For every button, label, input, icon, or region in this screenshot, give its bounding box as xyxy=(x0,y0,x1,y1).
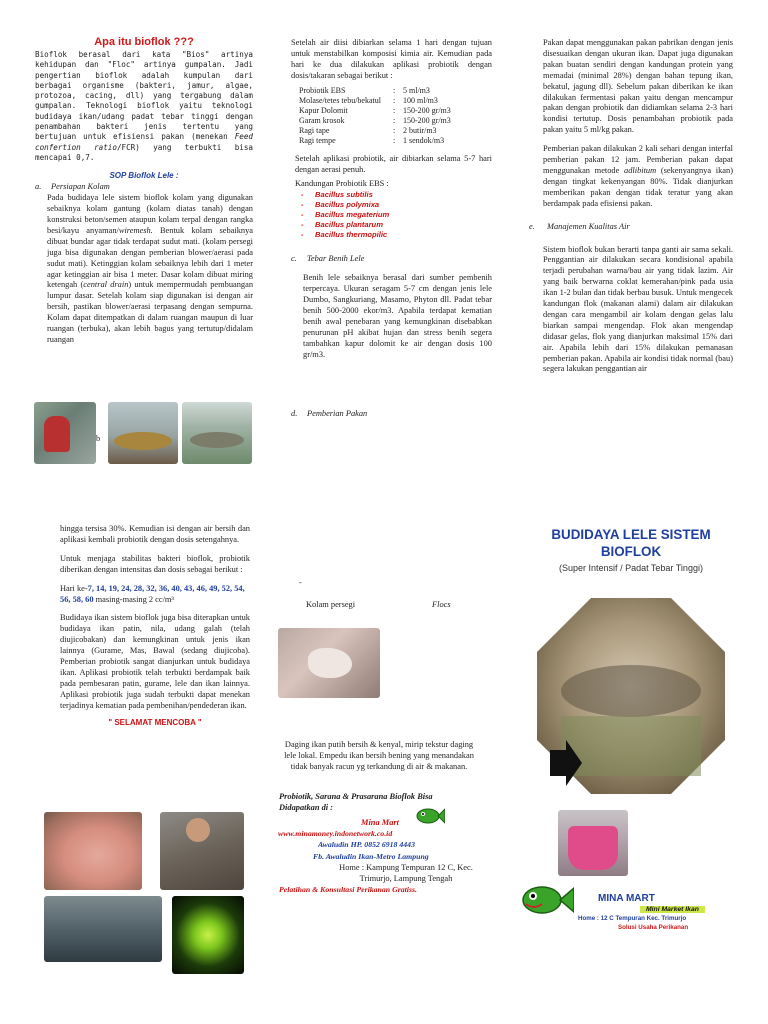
dose-value: 5 ml/m3 xyxy=(403,85,430,95)
dose-name: Kapur Dolomit xyxy=(299,105,348,115)
dosing-days: Hari ke-7, 14, 19, 24, 28, 32, 36, 40, 43, 46, 49, 52, 54, 56, 58, 60 masing-masing 2 cc/m³ xyxy=(60,583,245,604)
bacteria-item xyxy=(301,190,492,200)
panel-probiotic xyxy=(291,38,492,419)
shop-phone: Awaludin HP. 0852 6918 4443 xyxy=(318,840,415,849)
list-dash: - xyxy=(301,190,304,200)
panel-feeding xyxy=(529,38,733,375)
bacteria-name: Bacillus megaterium xyxy=(315,210,390,220)
supplier-line-1: Probiotik, Sarana & Prasarana Bioflok Bisa xyxy=(279,792,433,801)
face-shape xyxy=(186,818,210,842)
list-dash: - xyxy=(301,210,304,220)
dose-row xyxy=(299,96,453,106)
photo-worker-pond xyxy=(34,402,96,464)
bacteria-item xyxy=(301,210,492,220)
list-dash: - xyxy=(301,200,304,210)
intro-title: Apa itu bioflok ??? xyxy=(94,36,194,48)
dose-value: 2 butir/m3 xyxy=(403,125,437,135)
dose-value: 150-200 gr/m3 xyxy=(403,115,451,125)
aeration-note: Setelah aplikasi probiotik, air dibiarkan selama 5-7 hari dengan aerasi penuh. xyxy=(295,153,492,174)
tank-shape xyxy=(114,432,172,450)
bacteria-item xyxy=(301,230,492,240)
bacteria-name: Bacillus polymixa xyxy=(315,200,380,210)
dose-table xyxy=(299,86,453,146)
intro-paragraph: Bioflok berasal dari kata "Bios" artinya kehidupan dan "Floc" artinya gumpalan. Jadi pengertian bioflok adalah kumpulan dari berbagai organisme (bakteri, jamur, algae, protozoa, cacing, dll) yang tergabung dalam gumpalan. Teknologi bioflok yaitu teknologi budidaya ikan/udang padat tebar tinggi dengan penambahan bakteri jenis tertentu yang bertujuan untuk efisiensi pakan (menekan Feed confertion ratio/FCR) yang terbukti bisa mencapai 0,7. xyxy=(35,50,254,162)
list-dash: - xyxy=(301,230,304,240)
section-d-heading: d. Pemberian Pakan xyxy=(291,408,368,418)
brand-name: MINA MART xyxy=(598,893,655,904)
dose-name: Probiotik EBS xyxy=(299,85,346,95)
photo-round-tanks xyxy=(108,402,178,464)
dose-value: 1 sendok/m3 xyxy=(403,135,445,145)
photo-outdoor-tanks xyxy=(182,402,252,464)
bacteria-item xyxy=(301,220,492,230)
photo-floc-microscope xyxy=(172,896,244,974)
sop-title: SOP Bioflok Lele : xyxy=(109,171,179,181)
dose-row xyxy=(299,116,453,126)
dose-name: Ragi tape xyxy=(299,125,330,135)
bacteria-list xyxy=(291,190,492,240)
photo-pond-grid xyxy=(44,896,162,962)
bucket-shape xyxy=(568,826,618,870)
section-c-heading: c. Tebar Benih Lele xyxy=(291,254,365,264)
bacteria-name: Bacillus plantarum xyxy=(315,220,383,230)
tank-shape xyxy=(190,432,244,448)
panel-intro xyxy=(35,36,253,346)
photo-pink-water xyxy=(44,812,142,890)
list-dash: - xyxy=(301,220,304,230)
meat-shape xyxy=(308,648,352,678)
photo-probiotic-bucket xyxy=(558,810,628,876)
panel-maintenance xyxy=(60,524,250,727)
brand-address: Home : 12 C Tempuran Kec. Trimurjo xyxy=(578,915,687,922)
shop-website[interactable]: www.minamoney.indonetwork.co.id xyxy=(278,829,393,838)
dose-sep: : xyxy=(393,85,396,95)
dose-sep: : xyxy=(393,95,396,105)
dose-sep: : xyxy=(393,125,396,135)
dose-value: 100 ml/m3 xyxy=(403,95,438,105)
probiotic-intro: Setelah air diisi dibiarkan selama 1 hari dengan tujuan untuk menstabilkan komposisi kimia air. Kemudian pada hari ke dua dilakukan aplikasi probiotik dengan dosis/takaran sebagai berikut : xyxy=(291,38,492,80)
photo-man-with-catfish xyxy=(160,812,244,890)
brand-tagline: Solusi Usaha Perikanan xyxy=(618,924,689,931)
section-c-paragraph: Benih lele sebaiknya berasal dari sumber pembenih terpercaya. Ukuran seragam 5-7 cm dengan jenis lele Dumbo, Sangkuriang, Masamo, Phyton dll. Padat tebar benih 500-2000 ekor/m3. Apabila terdapat kematian benih awal penebaran yang kemungkinan disebabkan penurunan pH akibat hujan dan stress benih segera tambahkan kapur dolomit ke air dengan dosis 100 gr/m3. xyxy=(303,273,492,359)
worker-figure xyxy=(44,416,70,452)
bacteria-name: Bacillus subtilis xyxy=(315,190,373,200)
shop-facebook[interactable]: Fb. Awaludin Ikan-Metro Lampung xyxy=(313,852,429,861)
shop-name: Mina Mart xyxy=(361,818,399,827)
dose-row xyxy=(299,106,453,116)
caption-kolam: Kolam persegi xyxy=(306,600,356,609)
refill-paragraph: hingga tersisa 30%. Kemudian isi dengan air bersih dan aplikasi kembali probiotik dengan dosis setengahnya. xyxy=(60,524,250,544)
mina-mart-logo-fish-icon xyxy=(520,880,574,920)
bacteria-name: Bacillus thermopilic xyxy=(315,230,388,240)
dose-name: Molase/tetes tebu/bekatul xyxy=(299,95,381,105)
cover-subtitle: (Super Intensif / Padat Tebar Tinggi) xyxy=(559,563,703,573)
dash-mark: - xyxy=(299,578,302,587)
section-b-fragment: b xyxy=(96,434,101,443)
supplier-line-2: Didapatkan di : xyxy=(279,802,333,812)
water-quality-paragraph: Sistem bioflok bukan berarti tanpa ganti air sama sekali. Penggantian air dilakukan secara kondisional apabila terjadi perubahan warna/bau air yang tidak lazim. Air yang baik berwarna coklat kemerahan/pink pada usia ikan 1-2 bulan dan tidak berbau busuk. Untuk mengecek kandungan flok (makanan alami) dalam air dilakukan dengan cara mengambil air kolam dengan gelas lalu biarkan sampai mengendap. Flok akan mengendap didasar gelas, flok yang dianjurkan maksimal 15% dari air. Apabila lebih dari 15% dilakukan pemanasan pemberian pakan. Apabila air kondisi tidak normal (bau) segera lakukan penggantian air xyxy=(543,244,733,374)
dose-row xyxy=(299,126,453,136)
dose-row xyxy=(299,136,453,146)
photo-fish-meat xyxy=(278,628,380,698)
closing-text: " SELAMAT MENCOBA " xyxy=(108,717,202,727)
shop-address: Home : Kampung Tempuran 12 C, Kec. Trimurjo, Lampung Tengah xyxy=(339,863,473,883)
dose-sep: : xyxy=(393,135,396,145)
arrow-right-icon xyxy=(550,740,582,786)
dose-value: 150-200 gr/m3 xyxy=(403,105,451,115)
section-a-paragraph: Pada budidaya lele sistem bioflok kolam yang digunakan sebaiknya kolam gantung (kolam diatas tanah) dengan konstruksi beton/semen ataupun kolam terpal dengan rangka besi/kayu anyaman/wiremesh. Bentuk kolam sebaiknya dibuat bundar agar tidak terdapat sudut mati. (kolam persegi juga bisa digunakan dengan pemberian blower/aerasi pada sudut mati). Ketinggian kolam sebaiknya lebih dari 1 meter agar ketinggian air bisa 1 meter. Dasar kolam dibuat miring ketengah (central drain) untuk mempermudah pembuangan lumpur dasar. Setelah kolam siap digunakan isi dengan air bersih, pastikan blower/aerasi terpasang dengan sempurna. Kolam dapat ditempatkan di dalam ruangan maupun di luar ruangan (terbuka), akan lebih bagus yang tertutup/didalam ruangan xyxy=(47,193,254,344)
feed-paragraph-1: Pakan dapat menggunakan pakan pabrikan dengan jenis disesuaikan dengan ukuran ikan. Dapat juga digunakan pakan buatan sendiri dengan kandungan protein yang memadai (minimal 28%) dengan bahan tepung ikan, bekatul, jagung dll). Sebelum pakan diberikan ke ikan dilakukan fermentasi pakan yaitu dengan mencampur pakan dengan probiotik dan didiamkan selama 2-3 hari kondisi tertutup. Dosis penambahan probiotik pada pakan yaitu 5 ml/kg pakan. xyxy=(543,38,733,135)
stability-paragraph: Untuk menjaga stabilitas bakteri bioflok, probiotik diberikan dengan intensitas dan dosis sebagai berikut : xyxy=(60,553,250,574)
other-species-paragraph: Budidaya ikan sistem bioflok juga bisa diterapkan untuk budidaya ikan patin, nila, udang galah (telah diujicobakan) dan kemungkinan untuk jenis ikan lainnya (Gurame, Mas, Bawal (sedang diujicoba). Pemberian probiotik sangat dianjurkan untuk budidaya ikan. Aplikasi probiotik telah terbukti berdampak baik pada pembesaran patin, gurame, lele dan ikan lainnya. Aplikasi probiotik juga sudah terbukti dapat menekan terjadinya kematian pada pembenihan/pendederan ikan. xyxy=(60,613,250,710)
dose-sep: : xyxy=(393,115,396,125)
supplier-info xyxy=(279,792,493,814)
caption-flocs: Flocs xyxy=(432,600,451,609)
meat-description: Daging ikan putih bersih & kenyal, mirip tekstur daging lele lokal. Empedu ikan bersih bening yang menandakan tidak banyak racun yg terkandung di air & makanan. xyxy=(284,740,474,771)
dose-row xyxy=(299,86,453,96)
dose-sep: : xyxy=(393,105,396,115)
section-a-heading: a. Persiapan Kolam xyxy=(35,182,110,192)
feed-paragraph-2: Pemberian pakan dilakukan 2 kali sehari dengan interfal pemberian pakan 12 jam. Pemberian pakan dapat menggunakan metode adlibitum (sekenyangnya ikan) dengan tingkat kekenyangan 80%. Tidak dianjurkan memberikan pakan dengan tidak teratur yang akan berdampak pada efisiensi pakan. xyxy=(543,144,733,208)
section-e-heading: e. Manajemen Kualitas Air xyxy=(529,221,630,231)
bacteria-item xyxy=(301,200,492,210)
training-offer: Pelatihan & Konsultasi Perikanan Gratiss. xyxy=(279,885,417,894)
brand-subtitle: Mini Market Ikan xyxy=(640,906,705,913)
dose-name: Garam krosok xyxy=(299,115,345,125)
ebs-title: Kandungan Probiotik EBS : xyxy=(295,179,389,189)
dose-name: Ragi tempe xyxy=(299,135,336,145)
cover-title: BUDIDAYA LELE SISTEM BIOFLOK xyxy=(551,527,711,559)
